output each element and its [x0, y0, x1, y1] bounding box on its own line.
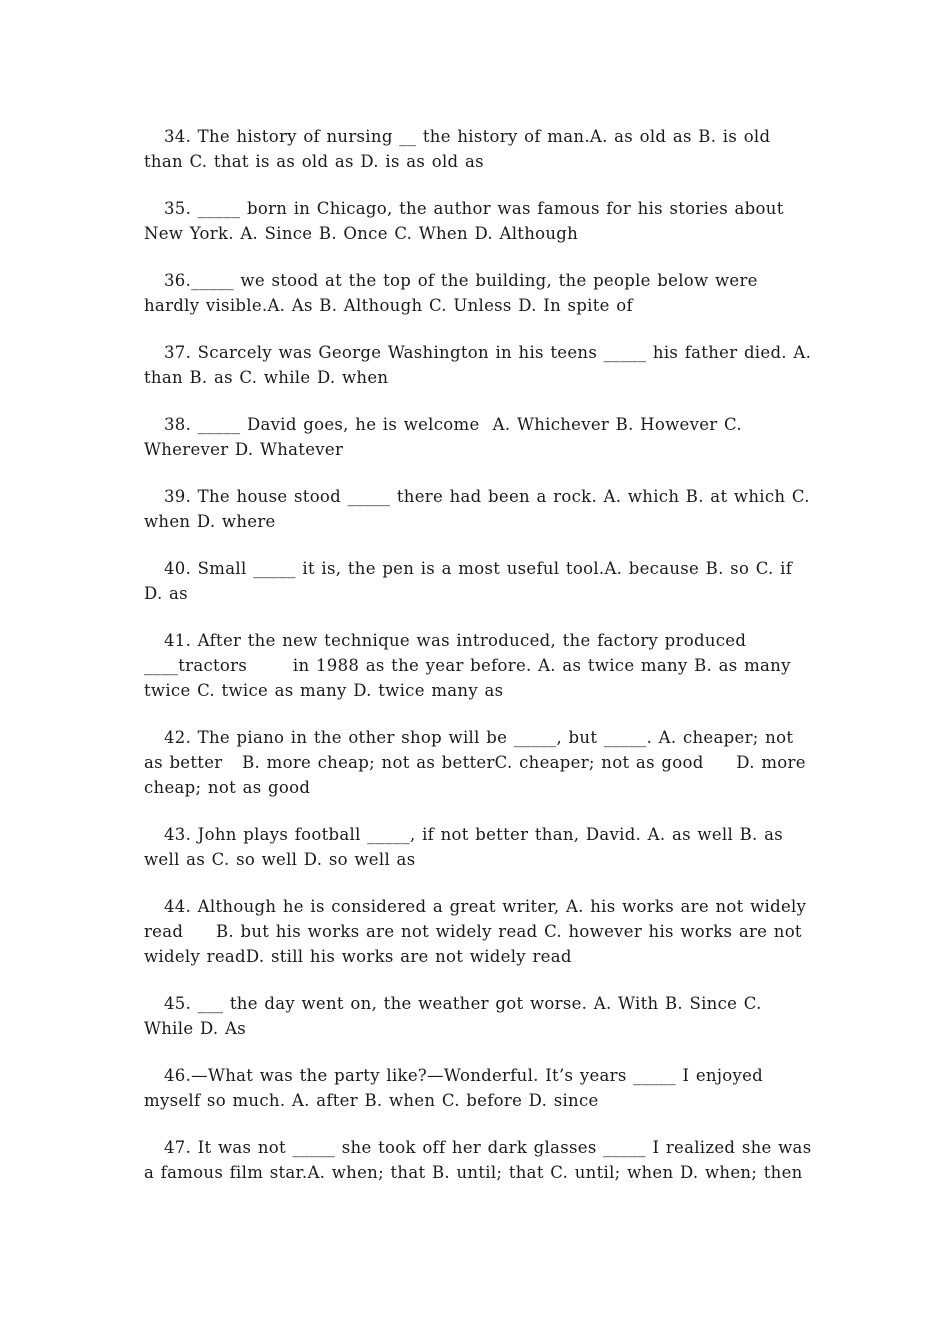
question-37: 37. Scarcely was George Washington in his teens _____ his father died. A. than B. as C. while D. when — [144, 343, 818, 387]
question-38: 38. _____ David goes, he is welcome A. Whichever B. However C. Wherever D. Whatever — [144, 415, 749, 459]
question-36: 36._____ we stood at the top of the building, the people below were hardly visible.A. As B. Although C. Unless D. In spite of — [144, 271, 765, 315]
document-page — [144, 124, 819, 1207]
question-46: 46.—What was the party like?—Wonderful. It’s years _____ I enjoyed myself so much. A. after B. when C. before D. since — [144, 1066, 770, 1110]
question-42: 42. The piano in the other shop will be _____, but _____. A. cheaper; not as better B. more cheap; not as betterC. cheaper; not as good D. more cheap; not as good — [144, 728, 813, 797]
question-40: 40. Small _____ it is, the pen is a most useful tool.A. because B. so C. if D. as — [144, 559, 799, 603]
question-39: 39. The house stood _____ there had been a rock. A. which B. at which C. when D. where — [144, 487, 817, 531]
question-34: 34. The history of nursing __ the history of man.A. as old as B. is old than C. that is as old as D. is as old as — [144, 127, 777, 171]
question-44: 44. Although he is considered a great writer, A. his works are not widely read B. but his works are not widely read C. however his works are not widely readD. still his works are not widely read — [144, 897, 813, 966]
question-47: 47. It was not _____ she took off her dark glasses _____ I realized she was a famous film star.A. when; that B. until; that C. until; when D. when; then — [144, 1138, 819, 1182]
question-43: 43. John plays football _____, if not better than, David. A. as well B. as well as C. so well D. so well as — [144, 825, 790, 869]
question-45: 45. ___ the day went on, the weather got worse. A. With B. Since C. While D. As — [144, 994, 769, 1038]
question-35: 35. _____ born in Chicago, the author was famous for his stories about New York. A. Since B. Once C. When D. Although — [144, 199, 791, 243]
question-41: 41. After the new technique was introduced, the factory produced ____tractors in 1988 as the year before. A. as twice many B. as many twice C. twice as many D. twice many as — [144, 631, 798, 700]
